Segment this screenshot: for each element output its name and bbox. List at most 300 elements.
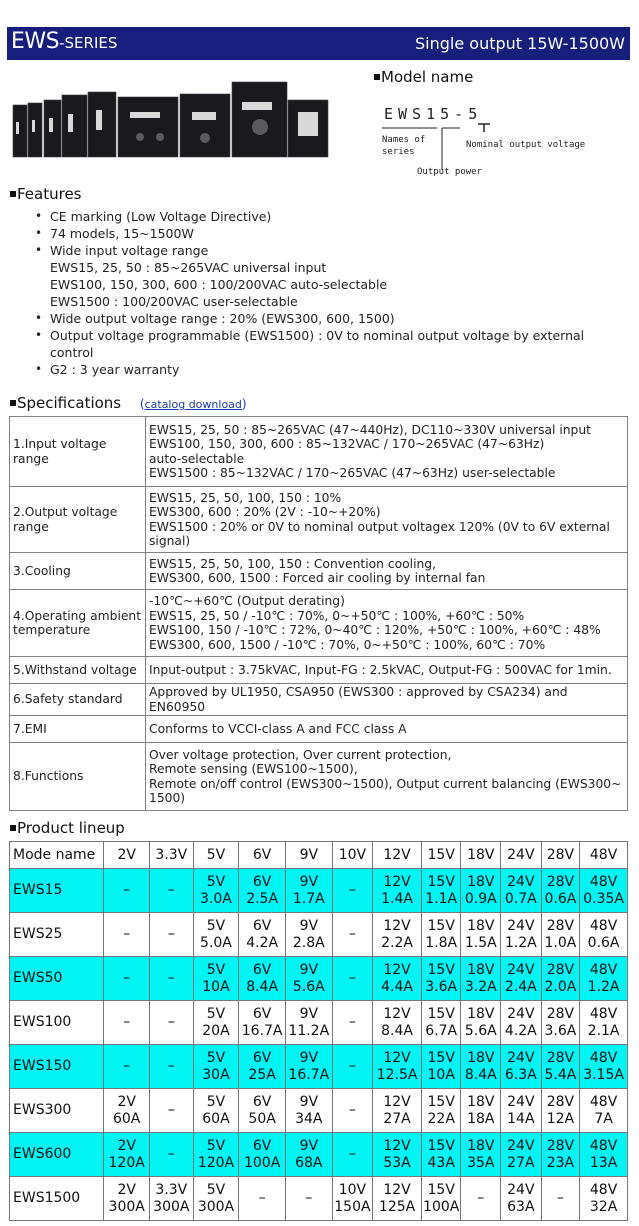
lineup-cell-line: 35A — [467, 1154, 495, 1171]
lineup-cell-line: 2.5A — [246, 890, 279, 907]
lineup-cell-line: 2.2A — [381, 934, 413, 951]
lineup-cell-line: 11.2A — [288, 1022, 330, 1039]
lineup-cell-line: 10V — [338, 1181, 367, 1198]
lineup-cell — [373, 1045, 422, 1089]
lineup-row — [10, 957, 628, 1001]
lineup-cell — [501, 913, 542, 957]
lineup-cell-line: 15V — [427, 961, 455, 978]
lineup-cell-line: 14A — [507, 1110, 535, 1127]
lineup-cell — [285, 1045, 332, 1089]
lineup-column-header: 2V — [104, 842, 150, 869]
lineup-cell-line: 4.4A — [381, 978, 413, 995]
lineup-cell — [501, 1133, 542, 1177]
lineup-cell-line: 24V — [507, 961, 535, 978]
lineup-model-name: EWS25 — [10, 913, 104, 957]
lineup-cell-line: 12V — [383, 961, 411, 978]
lineup-cell-line: 1.1A — [425, 890, 458, 907]
spec-value-line: EWS300, 600, 1500 / -10℃ : 70%, 0~+50℃ : 100%, 60℃ : 70% — [149, 637, 546, 652]
lineup-column-header: 15V — [421, 842, 461, 869]
lineup-cell-line: 24V — [507, 873, 535, 890]
lineup-cell-line: – — [123, 926, 131, 942]
lineup-cell-line: 6V — [252, 961, 272, 978]
lineup-cell — [104, 913, 150, 957]
lineup-cell — [239, 1001, 286, 1045]
lineup-cell — [150, 913, 194, 957]
lineup-cell-line: 28V — [546, 873, 575, 890]
lineup-cell-line: 48V — [589, 917, 618, 934]
spec-value — [146, 590, 628, 657]
lineup-cell — [332, 1045, 373, 1089]
lineup-cell-line: 9V — [299, 1005, 319, 1022]
lineup-cell-line: 3.6A — [425, 978, 458, 995]
lineup-cell-line: 3.0A — [200, 890, 232, 907]
lineup-cell-line: 1.4A — [381, 890, 413, 907]
lineup-cell — [501, 1001, 542, 1045]
lineup-cell-line: 48V — [589, 961, 618, 978]
model-code-suffix: 5 — [468, 105, 483, 123]
lineup-row — [10, 1133, 628, 1177]
spec-row — [10, 553, 628, 590]
lineup-cell-line: 5.4A — [544, 1066, 577, 1083]
spec-value-line: EWS100, 150 / -10℃ : 72%, 0~40℃ : 120%, +50℃ : 100%, +60℃ : 48% — [149, 623, 601, 637]
lineup-cell-line: 30A — [202, 1066, 230, 1083]
lineup-cell — [541, 913, 580, 957]
lineup-cell — [193, 1177, 239, 1221]
lineup-cell — [193, 1045, 239, 1089]
lineup-cell-line: 23A — [546, 1154, 575, 1171]
spec-value-line: EWS300, 600, 1500 : Forced air cooling by internal fan — [149, 571, 486, 585]
lineup-cell-line: – — [167, 1146, 175, 1162]
lineup-cell-line: 60A — [112, 1110, 141, 1127]
lineup-cell-line: 18V — [467, 1049, 495, 1066]
lineup-cell-line: 0.9A — [464, 890, 497, 907]
lineup-column-header: 3.3V — [150, 842, 194, 869]
lineup-cell-line: – — [348, 1146, 356, 1162]
spec-row — [10, 657, 628, 684]
lineup-cell — [541, 1001, 580, 1045]
lineup-cell-line: 34A — [295, 1110, 323, 1127]
lineup-cell-line: 2.1A — [587, 1022, 620, 1039]
lineup-cell-line: 4.2A — [246, 934, 279, 951]
lineup-cell — [373, 869, 422, 913]
lineup-cell — [104, 1001, 150, 1045]
lineup-cell-line: – — [167, 1014, 175, 1030]
lineup-cell-line: 12V — [383, 1049, 411, 1066]
lineup-cell-line: 18V — [467, 961, 495, 978]
spec-value — [146, 743, 628, 811]
lineup-cell-line: 9V — [299, 873, 319, 890]
lineup-cell-line: 0.7A — [504, 890, 537, 907]
lineup-cell — [421, 1177, 461, 1221]
lineup-cell-line: 2.8A — [292, 934, 325, 951]
lineup-cell-line: 15V — [427, 1181, 455, 1198]
lineup-cell-line: 150A — [334, 1198, 371, 1215]
lineup-cell-line: 28V — [546, 1005, 575, 1022]
lineup-cell — [193, 913, 239, 957]
lineup-column-header: 10V — [332, 842, 373, 869]
spec-value: Approved by UL1950, CSA950 (EWS300 : approved by CSA234) and EN60950 — [146, 684, 628, 716]
lineup-cell-line: 12V — [383, 917, 411, 934]
spec-value-line: -10℃~+60℃ (Output derating) — [149, 594, 345, 608]
series-header-band — [7, 27, 630, 60]
lineup-cell-line: – — [167, 1058, 175, 1074]
lineup-cell-line: 12V — [383, 1137, 411, 1154]
lineup-cell — [541, 1177, 580, 1221]
specifications-heading — [10, 394, 247, 412]
lineup-cell — [580, 869, 628, 913]
lineup-cell-line: 0.6A — [587, 934, 620, 951]
spec-row — [10, 590, 628, 657]
feature-sub-line: EWS15, 25, 50 : 85~265VAC universal input — [50, 260, 327, 275]
lineup-cell-line: 27A — [383, 1110, 411, 1127]
lineup-cell-line: 12.5A — [376, 1066, 418, 1083]
spec-value-line: Over voltage protection, Over current protection, — [149, 747, 452, 762]
spec-label: 3.Cooling — [10, 553, 146, 590]
spec-label: 5.Withstand voltage — [10, 657, 146, 684]
lineup-cell-line: 3.15A — [583, 1066, 624, 1083]
spec-label: 4.Operating ambient temperature — [10, 590, 146, 657]
lineup-cell — [501, 957, 542, 1001]
lineup-cell-line: – — [123, 1014, 131, 1030]
lineup-cell — [461, 957, 501, 1001]
lineup-cell-line: 0.6A — [544, 890, 577, 907]
lineup-cell-line: 100A — [423, 1198, 460, 1215]
lineup-cell-line: 22A — [427, 1110, 455, 1127]
lineup-cell-line: 12V — [383, 1181, 411, 1198]
lineup-cell-line: 300A — [197, 1198, 235, 1215]
lineup-cell-line: 1.2A — [587, 978, 620, 995]
label-names-of-series: Names of series — [382, 135, 426, 157]
lineup-cell-line: 12A — [546, 1110, 575, 1127]
catalog-download-link[interactable]: catalog download — [144, 398, 242, 411]
lineup-cell — [193, 1089, 239, 1133]
lineup-cell-line: 120A — [108, 1154, 145, 1171]
series-suffix: -SERIES — [59, 34, 118, 52]
lineup-cell — [461, 1177, 501, 1221]
lineup-cell-line: 15V — [427, 1137, 455, 1154]
lineup-cell — [461, 1001, 501, 1045]
lineup-cell — [421, 1045, 461, 1089]
lineup-cell-line: 48V — [589, 1181, 618, 1198]
feature-item: • Output voltage programmable (EWS1500) : 0V to nominal output voltage by external control — [30, 327, 630, 361]
lineup-column-header: 28V — [541, 842, 580, 869]
lineup-cell — [332, 1001, 373, 1045]
lineup-cell-line: – — [348, 926, 356, 942]
lineup-cell-line: 1.0A — [544, 934, 577, 951]
lineup-cell — [580, 1177, 628, 1221]
lineup-cell — [332, 1177, 373, 1221]
lineup-cell-line: 6V — [252, 1137, 272, 1154]
lineup-cell — [285, 1001, 332, 1045]
lineup-cell — [461, 869, 501, 913]
lineup-cell-line: 48V — [589, 873, 618, 890]
lineup-cell-line: – — [123, 970, 131, 986]
lineup-row — [10, 869, 628, 913]
bullet-square-icon — [10, 400, 16, 406]
product-photo — [10, 72, 330, 162]
label-output-power: Output power — [417, 167, 483, 177]
spec-value-line: EWS1500 : 20% or 0V to nominal output voltagex 120% (0V to 6V external — [149, 519, 610, 534]
lineup-cell — [373, 1089, 422, 1133]
lineup-cell-line: 15V — [427, 873, 455, 890]
spec-row — [10, 487, 628, 553]
lineup-cell-line: 8.4A — [246, 978, 279, 995]
lineup-cell — [580, 913, 628, 957]
lineup-cell — [193, 1133, 239, 1177]
lineup-cell-line: 9V — [299, 1137, 319, 1154]
lineup-cell-line: 48V — [589, 1049, 618, 1066]
lineup-cell-line: 25A — [248, 1066, 276, 1083]
spec-value-line: EWS100, 150, 300, 600 : 85~132VAC / 170~265VAC (47~63Hz) — [149, 437, 545, 451]
feature-item: • 74 models, 15~1500W — [30, 225, 630, 242]
lineup-column-header: 12V — [373, 842, 422, 869]
series-prefix: EWS — [11, 29, 60, 54]
lineup-header-row — [10, 842, 628, 869]
lineup-cell-line: 12V — [383, 1093, 411, 1110]
lineup-cell — [580, 957, 628, 1001]
lineup-cell — [541, 957, 580, 1001]
lineup-model-name: EWS150 — [10, 1045, 104, 1089]
lineup-cell-line: – — [348, 1058, 356, 1074]
lineup-cell-line: – — [123, 882, 131, 898]
lineup-cell-line: 24V — [507, 917, 535, 934]
lineup-cell — [285, 1089, 332, 1133]
lineup-cell — [421, 957, 461, 1001]
lineup-cell — [150, 1001, 194, 1045]
lineup-column-header: 6V — [239, 842, 286, 869]
lineup-column-header: Mode name — [10, 842, 104, 869]
lineup-cell-line: 15V — [427, 1093, 455, 1110]
lineup-cell-line: 15V — [427, 1005, 455, 1022]
lineup-model-name: EWS300 — [10, 1089, 104, 1133]
lineup-column-header: 5V — [193, 842, 239, 869]
lineup-cell — [541, 1045, 580, 1089]
spec-row — [10, 743, 628, 811]
lineup-cell-line: 27A — [507, 1154, 535, 1171]
lineup-cell-line: 43A — [427, 1154, 455, 1171]
lineup-cell-line: 8.4A — [464, 1066, 497, 1083]
lineup-row — [10, 1089, 628, 1133]
lineup-model-name: EWS100 — [10, 1001, 104, 1045]
bullet-square-icon — [374, 74, 380, 80]
lineup-cell-line: – — [167, 882, 175, 898]
lineup-cell-line: 13A — [589, 1154, 618, 1171]
lineup-column-header: 24V — [501, 842, 542, 869]
model-name-heading-text: Model name — [381, 68, 474, 86]
lineup-cell-line: 68A — [295, 1154, 323, 1171]
lineup-cell — [150, 1177, 194, 1221]
lineup-cell-line: 3.6A — [544, 1022, 577, 1039]
lineup-cell — [461, 1133, 501, 1177]
bullet-square-icon — [10, 191, 16, 197]
feature-sub-line: EWS1500 : 100/200VAC user-selectable — [50, 294, 298, 309]
lineup-cell-line: 6V — [252, 1005, 272, 1022]
product-lineup-heading — [10, 819, 125, 837]
lineup-cell — [580, 1001, 628, 1045]
product-lineup-table — [9, 841, 628, 1221]
lineup-cell — [104, 1045, 150, 1089]
lineup-cell — [421, 1089, 461, 1133]
lineup-cell-line: 2.4A — [504, 978, 537, 995]
lineup-cell-line: 28V — [546, 1049, 575, 1066]
lineup-cell-line: 2.0A — [544, 978, 577, 995]
lineup-cell-line: 18V — [467, 1137, 495, 1154]
lineup-cell — [501, 1177, 542, 1221]
lineup-cell — [332, 869, 373, 913]
spec-value: Input-output : 3.75kVAC, Input-FG : 2.5kVAC, Output-FG : 500VAC for 1min. — [146, 657, 628, 684]
lineup-cell — [239, 1177, 286, 1221]
features-heading — [10, 185, 82, 203]
lineup-cell — [541, 869, 580, 913]
link-paren-close: ) — [241, 397, 247, 411]
spec-value-line: EWS15, 25, 50, 100, 150 : Convention cooling, — [149, 556, 437, 571]
link-paren-open: ( — [139, 397, 145, 411]
lineup-cell-line: 15V — [427, 917, 455, 934]
lineup-cell — [332, 1133, 373, 1177]
lineup-cell — [285, 913, 332, 957]
lineup-cell — [461, 1045, 501, 1089]
lineup-cell — [421, 1133, 461, 1177]
lineup-cell-line: – — [258, 1190, 266, 1206]
lineup-cell-line: 10A — [202, 978, 230, 995]
lineup-cell-line: 24V — [507, 1005, 535, 1022]
lineup-cell-line: 18V — [467, 917, 495, 934]
lineup-cell-line: – — [348, 1014, 356, 1030]
lineup-cell-line: – — [348, 882, 356, 898]
lineup-cell-line: 5V — [206, 961, 226, 978]
lineup-cell — [239, 1045, 286, 1089]
spec-row — [10, 684, 628, 716]
specifications-table — [9, 416, 628, 811]
lineup-cell-line: 120A — [197, 1154, 235, 1171]
lineup-cell-line: 6V — [252, 1049, 272, 1066]
lineup-cell — [285, 869, 332, 913]
spec-value — [146, 417, 628, 487]
spec-label: 7.EMI — [10, 716, 146, 743]
spec-value — [146, 487, 628, 553]
lineup-cell-line: – — [348, 970, 356, 986]
spec-value-line: EWS15, 25, 50, 100, 150 : 10% — [149, 490, 342, 505]
lineup-cell — [150, 869, 194, 913]
lineup-model-name: EWS15 — [10, 869, 104, 913]
lineup-model-name: EWS50 — [10, 957, 104, 1001]
lineup-cell-line: 53A — [383, 1154, 411, 1171]
lineup-cell-line: – — [167, 1102, 175, 1118]
spec-row — [10, 716, 628, 743]
lineup-cell — [373, 1177, 422, 1221]
lineup-cell-line: 28V — [546, 917, 575, 934]
lineup-cell — [373, 1133, 422, 1177]
features-list — [30, 208, 630, 378]
spec-value-line: Remote sensing (EWS100~1500), — [149, 762, 358, 776]
spec-value-line: EWS300, 600 : 20% (2V : -10~+20%) — [149, 505, 381, 519]
lineup-cell-line: 125A — [378, 1198, 416, 1215]
lineup-column-header: 9V — [285, 842, 332, 869]
lineup-cell-line: 5.6A — [292, 978, 325, 995]
series-subtitle: Single output 15W-1500W — [415, 34, 625, 53]
lineup-cell-line: – — [305, 1190, 313, 1206]
lineup-cell-line: 3.3V — [155, 1181, 188, 1198]
lineup-cell-line: 24V — [507, 1137, 535, 1154]
lineup-cell-line: 1.7A — [292, 890, 325, 907]
lineup-cell-line: 5.6A — [464, 1022, 497, 1039]
lineup-cell-line: 5V — [206, 1093, 226, 1110]
lineup-cell — [285, 957, 332, 1001]
lineup-cell-line: 6.3A — [504, 1066, 537, 1083]
lineup-cell — [332, 913, 373, 957]
spec-value-line: signal) — [149, 534, 191, 548]
lineup-cell-line: 9V — [299, 1049, 319, 1066]
lineup-cell-line: 5V — [206, 917, 226, 934]
lineup-cell — [285, 1133, 332, 1177]
lineup-cell-line: 20A — [202, 1022, 230, 1039]
lineup-cell-line: 9V — [299, 1093, 319, 1110]
lineup-cell-line: 32A — [589, 1198, 618, 1215]
lineup-cell-line: 6V — [252, 873, 272, 890]
lineup-column-header: 18V — [461, 842, 501, 869]
spec-value — [146, 553, 628, 590]
lineup-cell — [104, 957, 150, 1001]
lineup-cell-line: 24V — [507, 1093, 535, 1110]
lineup-cell — [193, 1001, 239, 1045]
lineup-cell-line: 16.7A — [288, 1066, 330, 1083]
lineup-cell — [461, 913, 501, 957]
lineup-cell-line: – — [348, 1102, 356, 1118]
spec-label: 1.Input voltage range — [10, 417, 146, 487]
product-lineup-heading-text: Product lineup — [17, 819, 125, 837]
lineup-cell-line: 1.2A — [504, 934, 537, 951]
features-heading-text: Features — [17, 185, 82, 203]
lineup-cell — [239, 957, 286, 1001]
lineup-cell — [421, 869, 461, 913]
lineup-cell-line: 300A — [108, 1198, 145, 1215]
lineup-cell-line: 48V — [589, 1005, 618, 1022]
lineup-row — [10, 913, 628, 957]
model-name-heading — [374, 68, 473, 86]
lineup-cell-line: 12V — [383, 873, 411, 890]
spec-value-line: EWS15, 25, 50 / -10℃ : 70%, 0~+50℃ : 100%, +60℃ : 50% — [149, 608, 525, 623]
lineup-cell-line: 24V — [507, 1181, 535, 1198]
lineup-cell-line: 2V — [117, 1093, 136, 1110]
lineup-cell — [541, 1133, 580, 1177]
lineup-cell — [541, 1089, 580, 1133]
lineup-cell — [501, 1045, 542, 1089]
lineup-cell — [501, 869, 542, 913]
lineup-cell — [104, 1133, 150, 1177]
feature-item: • Wide output voltage range : 20% (EWS300, 600, 1500) — [30, 310, 630, 327]
lineup-cell-line: 6V — [252, 917, 272, 934]
lineup-cell-line: – — [556, 1190, 564, 1206]
lineup-cell-line: 18V — [467, 1093, 495, 1110]
lineup-cell — [373, 1001, 422, 1045]
lineup-cell — [580, 1089, 628, 1133]
model-code-dash: - — [454, 105, 469, 123]
lineup-cell-line: 60A — [202, 1110, 230, 1127]
feature-item: • Wide input voltage range — [30, 242, 630, 259]
lineup-cell — [285, 1177, 332, 1221]
lineup-cell-line: 63A — [507, 1198, 535, 1215]
lineup-cell-line: 6.7A — [425, 1022, 458, 1039]
label-nominal-voltage: Nominal output voltage — [466, 140, 586, 150]
lineup-cell-line: – — [123, 1058, 131, 1074]
lineup-cell-line: 0.35A — [583, 890, 624, 907]
lineup-cell-line: 28V — [546, 1093, 575, 1110]
model-name-diagram — [382, 100, 622, 180]
lineup-cell — [104, 1177, 150, 1221]
spec-row — [10, 417, 628, 487]
lineup-cell — [104, 869, 150, 913]
lineup-cell — [239, 1133, 286, 1177]
